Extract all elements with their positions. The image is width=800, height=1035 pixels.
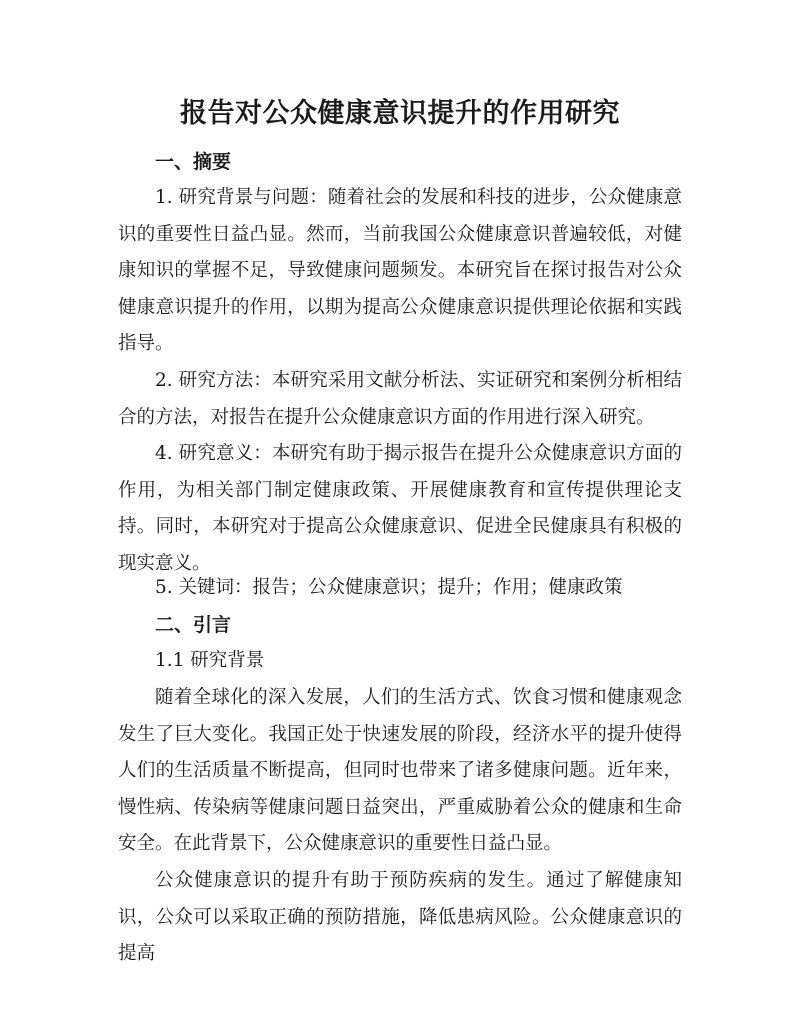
section-heading-introduction: 二、引言 xyxy=(155,614,232,636)
paragraph-intro-background: 随着全球化的深入发展，人们的生活方式、饮食习惯和健康观念发生了巨大变化。我国正处于快速发展的阶段，经济水平的提升使得人们的生活质量不断提高，但同时也带来了诸多健康问题。近年来，慢性病、传染病等健康问题日益突出，严重威胁着公众的健康和生命安全。在此背景下，公众健康意识的重要性日益凸显。 xyxy=(118,687,682,855)
subsection-heading-background: 1.1 研究背景 xyxy=(155,650,265,671)
paragraph-methods: 2. 研究方法：本研究采用文献分析法、实证研究和案例分析相结合的方法，对报告在提升公众健康意识方面的作用进行深入研究。 xyxy=(118,370,682,428)
document-title: 报告对公众健康意识提升的作用研究 xyxy=(180,98,620,129)
paragraph-significance: 4. 研究意义：本研究有助于揭示报告在提升公众健康意识方面的作用，为相关部门制定健康政策、开展健康教育和宣传提供理论支持。同时，本研究对于提高公众健康意识、促进全民健康具有积极的现实意义。 xyxy=(118,443,682,574)
paragraph-background: 1. 研究背景与问题：随着社会的发展和科技的进步，公众健康意识的重要性日益凸显。然而，当前我国公众健康意识普遍较低，对健康知识的掌握不足，导致健康问题频发。本研究旨在探讨报告对公众健康意识提升的作用，以期为提高公众健康意识提供理论依据和实践指导。 xyxy=(118,187,682,355)
paragraph-intro-awareness: 公众健康意识的提升有助于预防疾病的发生。通过了解健康知识，公众可以采取正确的预防措施，降低患病风险。公众健康意识的提高 xyxy=(118,870,682,965)
section-heading-abstract: 一、摘要 xyxy=(155,151,232,173)
keywords-line: 5. 关键词：报告；公众健康意识；提升；作用；健康政策 xyxy=(155,577,623,598)
document-page xyxy=(118,92,682,965)
